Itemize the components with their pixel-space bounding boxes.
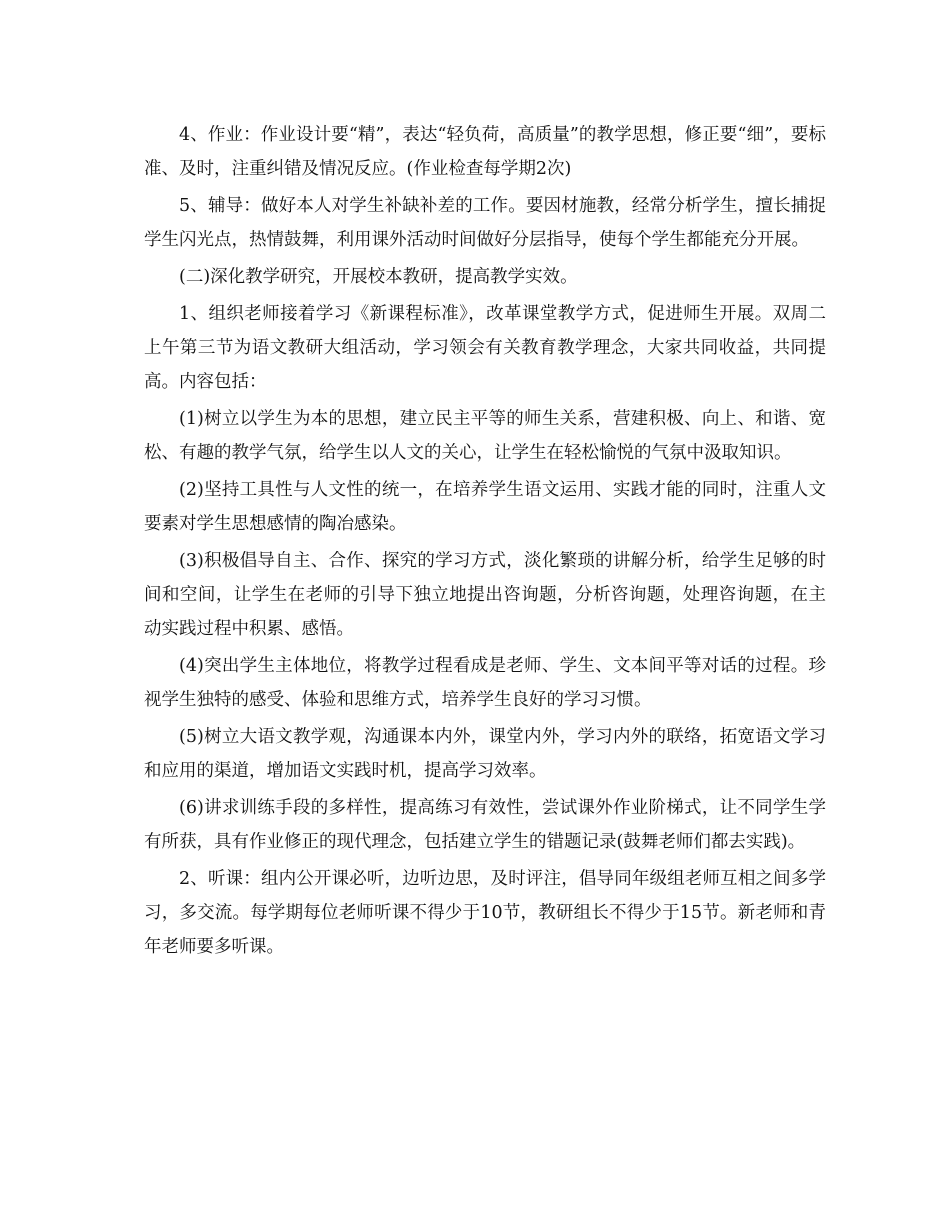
list-item-5: (5)树立大语文教学观，沟通课本内外，课堂内外，学习内外的联络，拓宽语文学习和应用的渠道，增加语文实践时机，提高学习效率。	[144, 727, 826, 781]
document-body	[144, 118, 826, 967]
list-item-6: (6)讲求训练手段的多样性，提高练习有效性，尝试课外作业阶梯式，让不同学生学有所获，具有作业修正的现代理念，包括建立学生的错题记录(鼓舞老师们都去实践)。	[144, 798, 826, 852]
list-item-4: (4)突出学生主体地位，将教学过程看成是老师、学生、文本间平等对话的过程。珍视学生独特的感受、体验和思维方式，培养学生良好的学习习惯。	[144, 656, 826, 710]
paragraph-lesson-observation: 2、听课：组内公开课必听，边听边思，及时评注，倡导同年级组老师互相之间多学习，多交流。每学期每位老师听课不得少于10节，教研组长不得少于15节。新老师和青年老师要多听课。	[144, 869, 826, 957]
list-item-2: (2)坚持工具性与人文性的统一，在培养学生语文运用、实践才能的同时，注重人文要素对学生思想感情的陶冶感染。	[144, 480, 826, 534]
list-item-3: (3)积极倡导自主、合作、探究的学习方式，淡化繁琐的讲解分析，给学生足够的时间和空间，让学生在老师的引导下独立地提出咨询题，分析咨询题，处理咨询题，在主动实践过程中积累、感悟。	[144, 551, 826, 639]
paragraph-organize-study: 1、组织老师接着学习《新课程标准》，改革课堂教学方式，促进师生开展。双周二上午第三节为语文教研大组活动，学习领会有关教育教学理念，大家共同收益，共同提高。内容包括：	[144, 304, 826, 392]
paragraph-homework: 4、作业：作业设计要“精”，表达“轻负荷，高质量”的教学思想，修正要“细”，要标准、及时，注重纠错及情况反应。(作业检查每学期2次)	[144, 125, 826, 179]
section-heading-research: (二)深化教学研究，开展校本教研，提高教学实效。	[179, 267, 578, 287]
list-item-1: (1)树立以学生为本的思想，建立民主平等的师生关系，营建积极、向上、和谐、宽松、有趣的教学气氛，给学生以人文的关心，让学生在轻松愉悦的气氛中汲取知识。	[144, 409, 826, 463]
paragraph-tutoring: 5、辅导：做好本人对学生补缺补差的工作。要因材施教，经常分析学生，擅长捕捉学生闪光点，热情鼓舞，利用课外活动时间做好分层指导，使每个学生都能充分开展。	[144, 196, 826, 250]
